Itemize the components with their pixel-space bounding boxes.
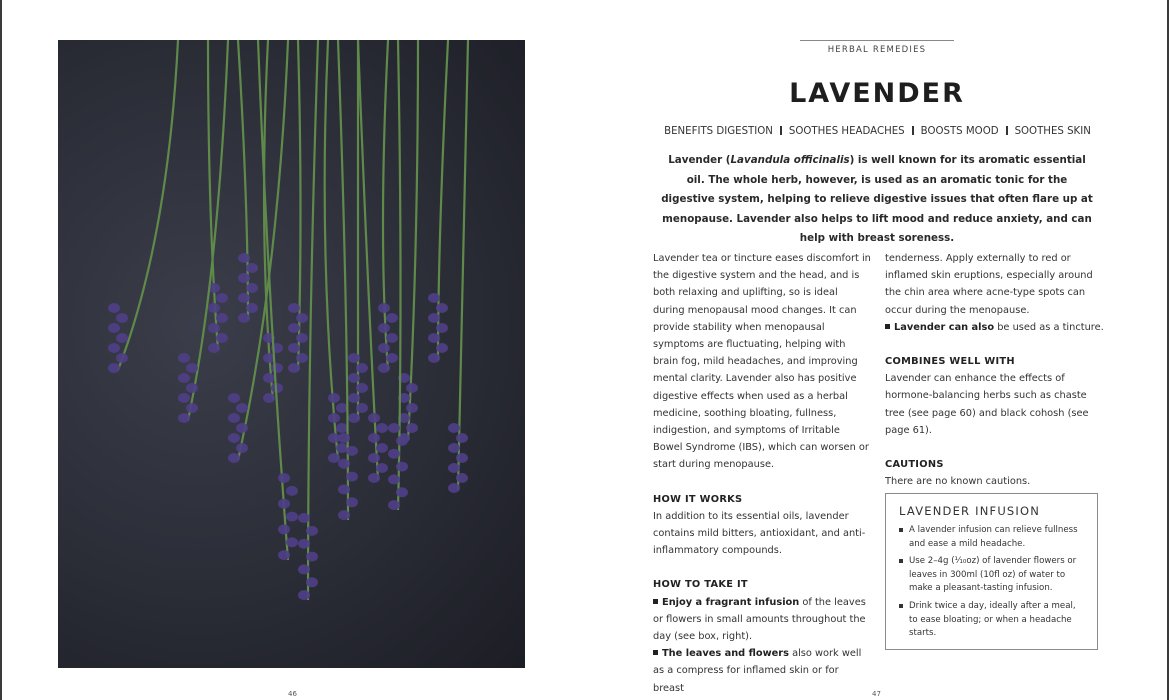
lavender-bud [278,550,290,560]
left-text-column [653,250,871,697]
lavender-bud [108,363,120,373]
lavender-stem [308,40,318,600]
lavender-bud [448,483,460,493]
bullet-icon [899,559,903,563]
how-it-works-text: In addition to its essential oils, lavender contains mild bitters, antioxidant, and anti-inflammatory compounds. [653,510,866,557]
bullet-icon [653,650,658,655]
lavender-bud [436,323,448,333]
benefit-item: SOOTHES HEADACHES [788,126,905,137]
lavender-bud [296,353,308,363]
intro-paragraph [660,151,1094,249]
lavender-bud [328,413,340,423]
lavender-bud [348,413,360,423]
lavender-bud [448,463,460,473]
lavender-bud [328,453,340,463]
benefit-separator [912,126,914,135]
lavender-bud [116,353,128,363]
lavender-bud [456,453,468,463]
lavender-bud [378,323,390,333]
lavender-bud [428,313,440,323]
take-item: Enjoy a fragrant infusion of the leaves or flowers in small amounts throughout the day (see box, right). [653,596,866,643]
page-number-right: 47 [872,690,881,698]
lavender-bud [406,423,418,433]
benefit-separator [780,126,782,135]
lavender-bud [238,293,250,303]
lavender-bud [208,303,220,313]
heading-how-it-works: HOW IT WORKS [653,493,743,505]
lavender-bud [428,293,440,303]
lavender-bud [238,273,250,283]
lavender-bud [396,487,408,497]
lavender-bud [228,393,240,403]
lavender-bud [286,486,298,496]
lavender-bud [278,473,290,483]
lavender-bud [246,263,258,273]
lavender-bud [388,449,400,459]
lavender-bud [338,510,350,520]
lavender-bud [386,353,398,363]
lavender-bud [396,462,408,472]
lavender-bud [208,343,220,353]
right-text-column [885,250,1105,490]
lavender-bud [178,373,190,383]
infusion-box [885,493,1098,650]
lavender-bud [298,539,310,549]
lavender-bud [298,590,310,600]
lavender-bud [378,303,390,313]
lavender-bud [336,423,348,433]
lavender-bud [108,323,120,333]
benefits-list [640,126,1115,137]
lavender-bud [368,413,380,423]
lavender-bud [263,373,275,383]
lavender-bud [216,313,228,323]
lavender-bud [356,383,368,393]
lavender-bud [228,453,240,463]
lavender-bud [346,497,358,507]
lavender-bud [378,343,390,353]
lavender-bud [236,403,248,413]
lavender-stem [238,40,288,460]
lavender-bud [388,423,400,433]
lavender-bud [298,564,310,574]
intro-text: Lavender ( [668,154,731,166]
heading-cautions: CAUTIONS [885,459,944,471]
lavender-bud [406,403,418,413]
lavender-bud [328,393,340,403]
lavender-bud [186,383,198,393]
infusion-item: A lavender infusion can relieve fullness and ease a mild headache. [899,524,1085,551]
lavender-bud [376,423,388,433]
benefit-separator [1006,126,1008,135]
bullet-icon [899,604,903,608]
lavender-bud [228,413,240,423]
lavender-bud [376,463,388,473]
lavender-bud [288,323,300,333]
lavender-bud [338,433,350,443]
lavender-bud [216,333,228,343]
latin-name: Lavandula officinalis [730,154,850,166]
lavender-bud [208,323,220,333]
lavender-bud [388,500,400,510]
lavender-bud [116,313,128,323]
lavender-stem [408,40,418,440]
body-paragraph: Lavender tea or tincture eases discomfort in the digestive system and the head, and is both relaxing and uplifting, so is ideal during menopausal mood changes. It can provide stability when menopausal symptoms are fluctuating, helping with brain fog, mild headaches, and improving mental clarity. Lavender also has positive digestive effects when used as a herbal medicine, soothing bloating, fullness, indigestion, and symptoms of Irritable Bowel Syndrome (IBS), which can worsen or start during menopause. [653,253,871,471]
lavender-bud [288,303,300,313]
lavender-bud [236,443,248,453]
lavender-bud [286,537,298,547]
lavender-bud [428,353,440,363]
body-paragraph: tenderness. Apply externally to red or inflamed skin eruptions, especially around the chin area where acne-type spots can occur during the menopause. [885,253,1093,316]
lavender-bud [278,524,290,534]
lavender-bud [386,333,398,343]
lavender-bud [456,473,468,483]
lavender-bud [338,484,350,494]
lavender-bud [238,313,250,323]
bullet-icon [653,599,658,604]
lavender-bud [376,443,388,453]
lavender-bud [228,433,240,443]
benefit-item: BOOSTS MOOD [920,126,999,137]
lavender-bud [388,474,400,484]
lavender-bud [278,499,290,509]
lavender-bud [406,383,418,393]
lavender-bud [288,363,300,373]
lavender-bud [246,283,258,293]
lavender-bud [348,393,360,403]
lavender-bud [348,353,360,363]
lavender-bud [368,453,380,463]
lavender-bud [108,303,120,313]
lavender-bud [296,333,308,343]
benefit-item: SOOTHES SKIN [1014,126,1091,137]
lavender-bud [238,253,250,263]
lavender-bud [356,403,368,413]
lavender-bud [236,423,248,433]
lavender-bud [436,343,448,353]
lavender-bud [288,343,300,353]
lavender-bud [178,413,190,423]
infusion-item: Drink twice a day, ideally after a meal, to ease bloating; or when a headache starts. [899,600,1085,641]
lavender-bud [378,363,390,373]
lavender-bud [246,303,258,313]
take-item: The leaves and flowers also work well as a compress for inflamed skin or for breast [653,648,862,694]
heading-combines-well: COMBINES WELL WITH [885,356,1015,368]
lavender-bud [186,363,198,373]
heading-how-to-take: HOW TO TAKE IT [653,579,748,591]
lavender-bud [348,373,360,383]
page-number-left: 46 [288,690,297,698]
lavender-bud [396,436,408,446]
lavender-bud [368,473,380,483]
lavender-bud [448,423,460,433]
tincture-item: Lavender can also be used as a tincture. [885,319,1105,336]
section-label: HERBAL REMEDIES [800,40,954,55]
lavender-bud [116,333,128,343]
lavender-bud [296,313,308,323]
page-title: LAVENDER [789,78,965,109]
intro-text: ) is well known for its aromatic essential oil. The whole herb, however, is used as an aromatic tonic for the digestive system, helping to relieve digestive issues that often flare up at menopause. Lavender also helps to lift mood and reduce anxiety, and can help with breast soreness. [661,154,1093,244]
page-edge-left [0,0,2,700]
lavender-bud [346,472,358,482]
lavender-bud [368,433,380,443]
lavender-bud [306,526,318,536]
combines-text: Lavender can enhance the effects of hormone-balancing herbs such as chaste tree (see page 60) and black cohosh (see page 61). [885,373,1089,436]
lavender-bud [436,303,448,313]
lavender-stem [458,40,468,490]
lavender-bud [338,459,350,469]
lavender-bud [306,577,318,587]
lavender-bud [216,293,228,303]
bullet-icon [899,528,903,532]
infusion-item: Use 2–4g (⅟₁₀oz) of lavender flowers or leaves in 300ml (10fl oz) of water to make a pleasant-tasting infusion. [899,555,1085,596]
lavender-bud [346,446,358,456]
lavender-bud [386,313,398,323]
lavender-bud [178,353,190,363]
lavender-bud [263,393,275,403]
cautions-text: There are no known cautions. [885,476,1031,488]
lavender-bud [271,363,283,373]
lavender-bud [448,443,460,453]
lavender-bud [286,512,298,522]
lavender-bud [298,513,310,523]
lavender-bud [356,363,368,373]
lavender-bud [186,403,198,413]
lavender-bud [178,393,190,403]
lavender-bud [306,552,318,562]
lavender-photo [58,40,525,668]
benefit-item: BENEFITS DIGESTION [664,126,773,137]
lavender-bud [428,333,440,343]
infusion-box-title: LAVENDER INFUSION [899,504,1041,518]
lavender-illustration [58,40,525,668]
bullet-icon [885,324,890,329]
lavender-bud [108,343,120,353]
lavender-bud [456,433,468,443]
